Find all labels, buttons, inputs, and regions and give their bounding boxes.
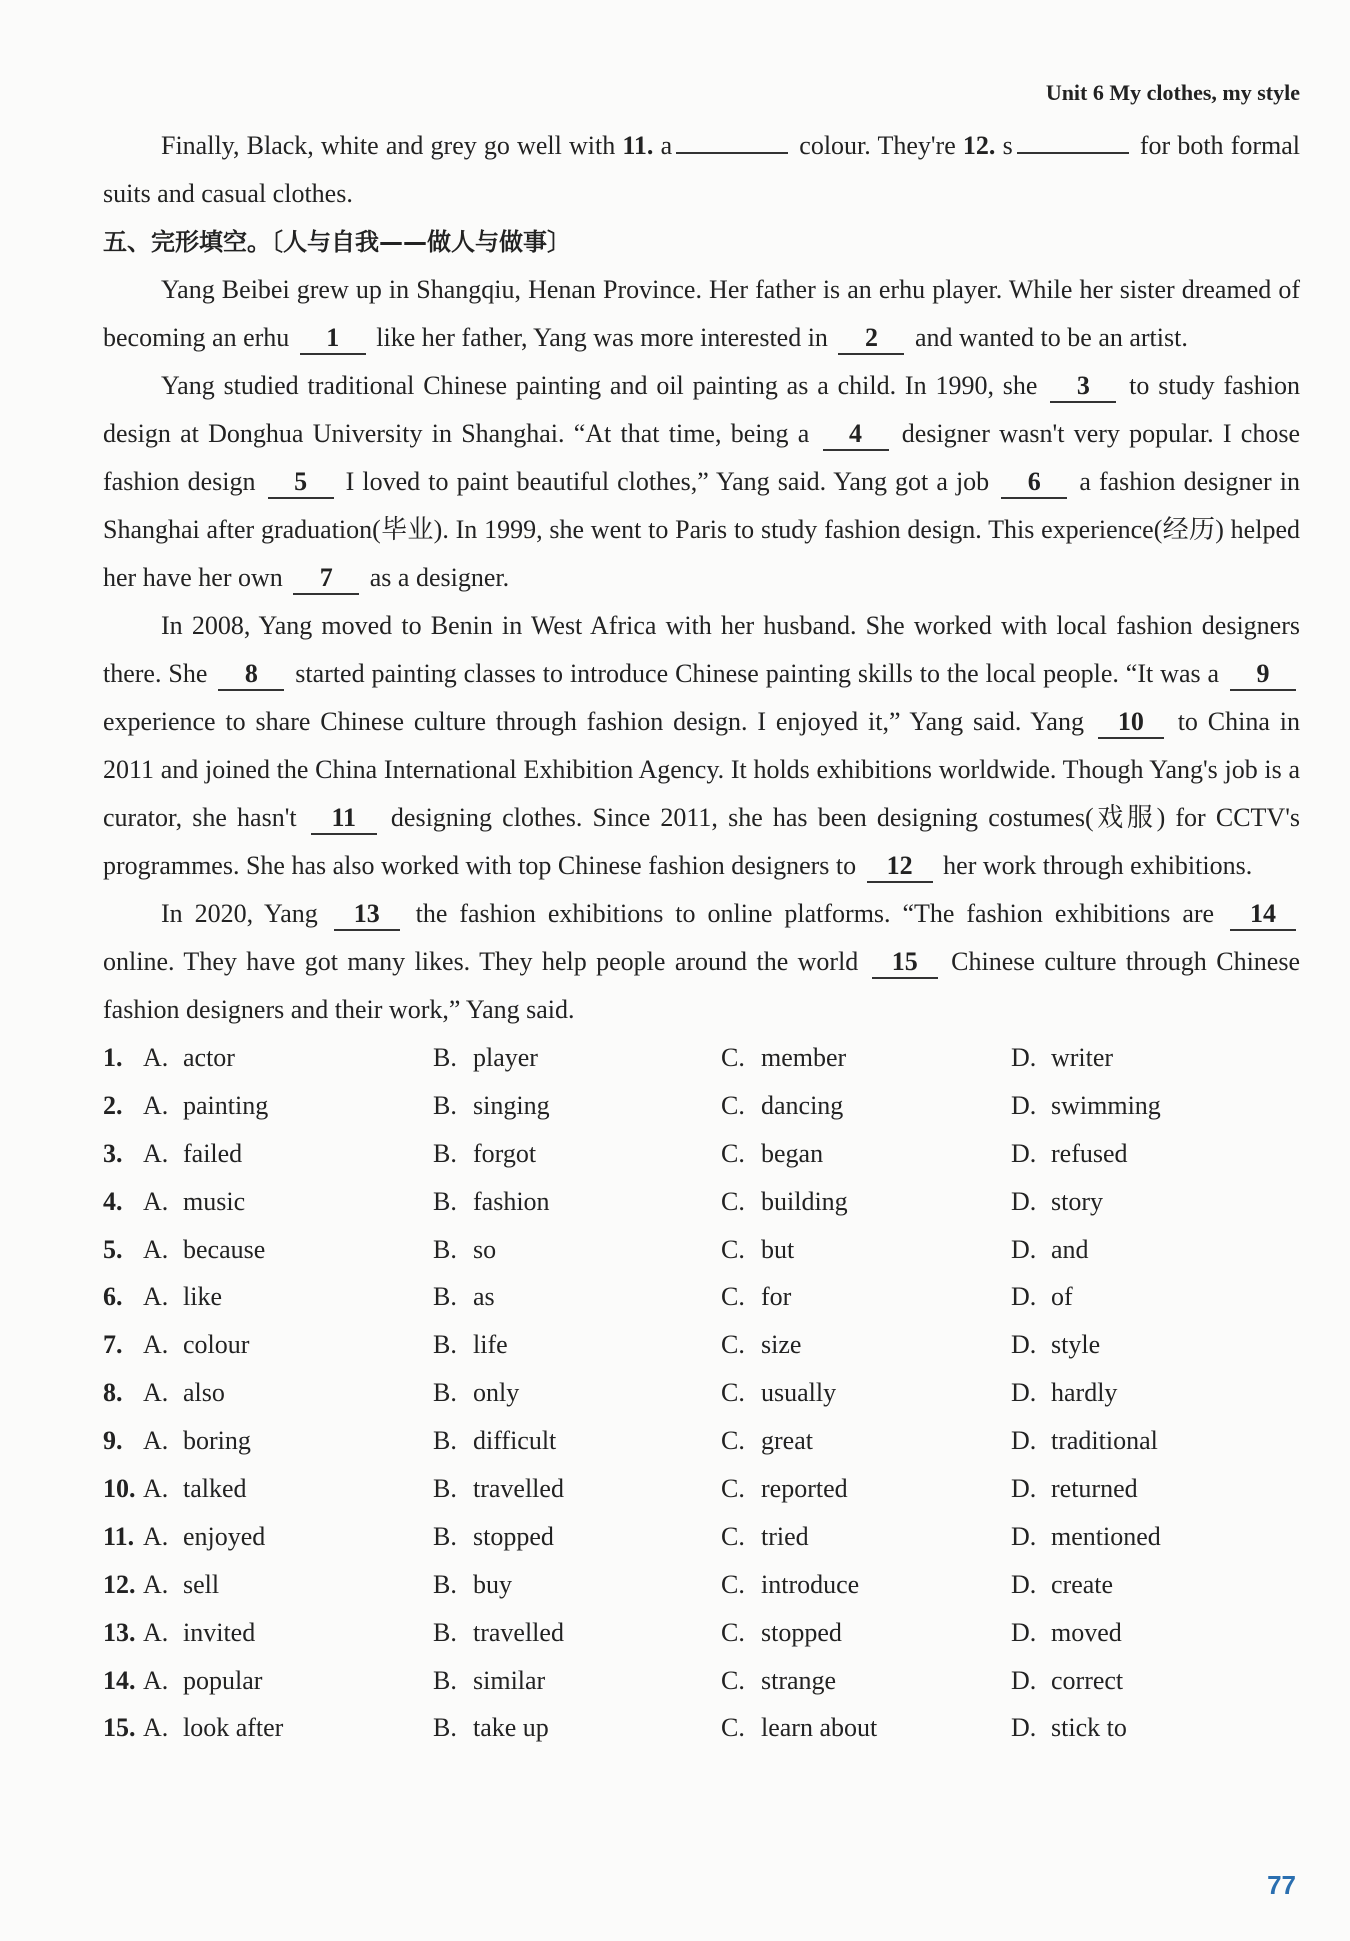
option-letter: A. (143, 1234, 169, 1264)
passage-text: to study fashion design at Donghua University in Shanghai. “At that time, being a (103, 371, 1300, 448)
passage-text: Chinese culture through Chinese fashion designers and their work,” Yang said. (103, 947, 1300, 1024)
option-d[interactable] (1011, 1369, 1300, 1417)
question-row (103, 1513, 1300, 1561)
option-c[interactable] (721, 1321, 1011, 1369)
option-b[interactable] (433, 1657, 721, 1705)
option-text: travelled (473, 1617, 564, 1647)
passage-paragraph-4 (103, 890, 1300, 1034)
option-b[interactable] (433, 1609, 721, 1657)
option-text: returned (1051, 1474, 1138, 1504)
option-letter: A. (143, 1043, 169, 1072)
option-text: player (473, 1043, 538, 1072)
option-letter: D. (1011, 1138, 1037, 1168)
option-a[interactable] (103, 1226, 433, 1274)
option-text: stick to (1051, 1713, 1127, 1743)
option-letter: B. (433, 1330, 457, 1360)
option-letter: D. (1011, 1090, 1037, 1120)
option-b[interactable] (433, 1082, 721, 1130)
option-a[interactable] (103, 1130, 433, 1178)
option-c[interactable] (721, 1704, 1011, 1752)
option-a[interactable] (103, 1513, 433, 1561)
option-text: member (761, 1043, 847, 1072)
option-d[interactable] (1011, 1561, 1300, 1609)
option-letter: B. (433, 1474, 457, 1504)
question-row (103, 1178, 1300, 1226)
option-text: only (473, 1378, 520, 1408)
option-text: painting (183, 1090, 269, 1120)
option-letter: D. (1011, 1234, 1037, 1264)
option-text: life (473, 1330, 508, 1360)
option-letter: C. (721, 1569, 745, 1599)
question-number: 14. (103, 1665, 136, 1695)
option-letter: B. (433, 1282, 457, 1312)
option-letter: C. (721, 1426, 745, 1456)
option-text: dancing (761, 1090, 844, 1120)
option-text: create (1051, 1569, 1114, 1599)
intro-text: a (653, 131, 673, 160)
option-d[interactable] (1011, 1082, 1300, 1130)
option-text: for (761, 1282, 792, 1312)
option-letter: B. (433, 1521, 457, 1551)
option-letter: B. (433, 1426, 457, 1456)
option-b[interactable] (433, 1130, 721, 1178)
option-text: because (183, 1234, 266, 1264)
option-letter: A. (143, 1474, 169, 1504)
option-letter: D. (1011, 1282, 1037, 1312)
option-text: great (761, 1426, 813, 1456)
passage-text: the fashion exhibitions to online platforms. “The fashion exhibitions are (403, 899, 1226, 928)
option-letter: D. (1011, 1665, 1037, 1695)
question-number: 7. (103, 1330, 123, 1360)
page-number: 77 (1267, 1870, 1296, 1900)
passage-text: as a designer. (363, 563, 510, 592)
passage-text: In 2020, Yang (161, 899, 330, 928)
option-letter: B. (433, 1378, 457, 1408)
option-b[interactable] (433, 1465, 721, 1513)
option-text: refused (1051, 1138, 1128, 1168)
option-text: buy (473, 1569, 512, 1599)
passage-text: I loved to paint beautiful clothes,” Yang said. Yang got a job (337, 467, 998, 496)
question-number: 15. (103, 1713, 136, 1743)
option-letter: A. (143, 1186, 169, 1216)
option-letter: A. (143, 1090, 169, 1120)
question-row (103, 1561, 1300, 1609)
option-a[interactable] (103, 1273, 433, 1321)
option-text: talked (183, 1474, 247, 1504)
option-c[interactable] (721, 1130, 1011, 1178)
option-c[interactable] (721, 1034, 1011, 1082)
option-text: introduce (761, 1569, 860, 1599)
content (103, 122, 1300, 1752)
option-text: mentioned (1051, 1521, 1161, 1551)
question-number: 2. (103, 1090, 123, 1120)
blank-number-12: 12. (962, 131, 996, 160)
cloze-blank-6[interactable]: 6 (1001, 467, 1067, 499)
option-letter: D. (1011, 1569, 1037, 1599)
option-text: similar (473, 1665, 546, 1695)
option-a[interactable] (103, 1034, 433, 1082)
question-row (103, 1609, 1300, 1657)
passage-text: Yang Beibei grew up in Shangqiu, Henan Province. Her father is an erhu player. While her sister dreamed of becoming an erhu (103, 275, 1300, 352)
option-letter: D. (1011, 1186, 1037, 1216)
intro-text: Finally, Black, white and grey go well with (161, 131, 623, 160)
option-a[interactable] (103, 1082, 433, 1130)
question-row (103, 1369, 1300, 1417)
passage-text: a fashion designer in Shanghai after graduation(毕业). In 1999, she went to Paris to study fashion design. This experience(经历) helped her have her own (103, 467, 1300, 592)
cloze-blank-12[interactable]: 12 (867, 851, 933, 883)
answer-options (103, 1034, 1300, 1752)
option-letter: C. (721, 1138, 745, 1168)
option-letter: A. (143, 1713, 169, 1743)
option-d[interactable] (1011, 1130, 1300, 1178)
option-a[interactable] (103, 1178, 433, 1226)
passage-text: designing clothes. Since 2011, she has been designing costumes(戏服) for CCTV's programmes. She has also worked with top Chinese fashion designers to (103, 803, 1300, 880)
cloze-blank-11[interactable]: 11 (311, 803, 377, 835)
passage-text: and wanted to be an artist. (908, 323, 1188, 352)
passage-paragraph-3 (103, 602, 1300, 890)
option-b[interactable] (433, 1417, 721, 1465)
intro-paragraph (103, 122, 1300, 218)
option-letter: A. (143, 1330, 169, 1360)
option-text: stopped (473, 1521, 554, 1551)
question-row (103, 1082, 1300, 1130)
option-letter: B. (433, 1569, 457, 1599)
option-c[interactable] (721, 1465, 1011, 1513)
option-d[interactable] (1011, 1226, 1300, 1274)
option-a[interactable] (103, 1657, 433, 1705)
option-b[interactable] (433, 1178, 721, 1226)
option-text: sell (183, 1569, 220, 1599)
cloze-blank-3[interactable]: 3 (1050, 371, 1116, 403)
option-b[interactable] (433, 1369, 721, 1417)
cloze-blank-4[interactable]: 4 (823, 419, 889, 451)
option-a[interactable] (103, 1465, 433, 1513)
option-letter: D. (1011, 1378, 1037, 1408)
question-row (103, 1273, 1300, 1321)
passage-paragraph-1 (103, 266, 1300, 362)
option-d[interactable] (1011, 1417, 1300, 1465)
option-b[interactable] (433, 1226, 721, 1274)
question-number: 11. (103, 1521, 135, 1551)
option-d[interactable] (1011, 1704, 1300, 1752)
option-text: failed (183, 1138, 243, 1168)
option-a[interactable] (103, 1561, 433, 1609)
cloze-blank-14[interactable]: 14 (1230, 899, 1296, 931)
passage-text: started painting classes to introduce Chinese painting skills to the local people. “It was a (288, 659, 1227, 688)
option-b[interactable] (433, 1561, 721, 1609)
option-text: swimming (1051, 1090, 1161, 1120)
option-c[interactable] (721, 1657, 1011, 1705)
option-b[interactable] (433, 1034, 721, 1082)
option-text: usually (761, 1378, 837, 1408)
option-text: size (761, 1330, 802, 1360)
cloze-blank-10[interactable]: 10 (1098, 707, 1164, 739)
option-d[interactable] (1011, 1513, 1300, 1561)
blank-12[interactable] (1017, 152, 1129, 154)
option-b[interactable] (433, 1704, 721, 1752)
question-number: 10. (103, 1474, 136, 1504)
option-letter: D. (1011, 1713, 1037, 1743)
option-d[interactable] (1011, 1609, 1300, 1657)
cloze-blank-9[interactable]: 9 (1230, 659, 1296, 691)
blank-number-11: 11. (622, 131, 654, 160)
option-d[interactable] (1011, 1321, 1300, 1369)
cloze-blank-2[interactable]: 2 (838, 323, 904, 355)
option-text: popular (183, 1665, 263, 1695)
option-text: began (761, 1138, 824, 1168)
option-letter: C. (721, 1713, 745, 1743)
question-number: 9. (103, 1426, 123, 1456)
option-a[interactable] (103, 1321, 433, 1369)
option-d[interactable] (1011, 1465, 1300, 1513)
option-text: boring (183, 1426, 251, 1456)
option-text: of (1051, 1282, 1073, 1312)
option-letter: A. (143, 1138, 169, 1168)
option-letter: D. (1011, 1474, 1037, 1504)
option-letter: C. (721, 1330, 745, 1360)
intro-text: colour. They're (792, 131, 963, 160)
cloze-blank-15[interactable]: 15 (872, 947, 938, 979)
option-b[interactable] (433, 1513, 721, 1561)
option-c[interactable] (721, 1513, 1011, 1561)
question-number: 5. (103, 1234, 123, 1264)
option-c[interactable] (721, 1082, 1011, 1130)
cloze-blank-7[interactable]: 7 (293, 563, 359, 595)
section-title: 五、完形填空。〔人与自我——做人与做事〕 (103, 228, 571, 256)
question-row (103, 1704, 1300, 1752)
option-text: look after (183, 1713, 284, 1743)
option-c[interactable] (721, 1226, 1011, 1274)
option-letter: C. (721, 1234, 745, 1264)
option-text: music (183, 1186, 246, 1216)
option-text: stopped (761, 1617, 842, 1647)
option-text: forgot (473, 1138, 537, 1168)
option-c[interactable] (721, 1609, 1011, 1657)
passage-text: experience to share Chinese culture through fashion design. I enjoyed it,” Yang said. Yang (103, 707, 1094, 736)
option-c[interactable] (721, 1417, 1011, 1465)
option-text: invited (183, 1617, 256, 1647)
option-text: writer (1051, 1043, 1114, 1072)
option-c[interactable] (721, 1561, 1011, 1609)
option-d[interactable] (1011, 1657, 1300, 1705)
option-text: also (183, 1378, 225, 1408)
option-text: traditional (1051, 1426, 1158, 1456)
option-letter: B. (433, 1090, 457, 1120)
passage-text: designer wasn't very popular. I chose fashion design (103, 419, 1300, 496)
question-row (103, 1226, 1300, 1274)
option-text: learn about (761, 1713, 878, 1743)
option-text: building (761, 1186, 848, 1216)
passage-text: her work through exhibitions. (936, 851, 1253, 880)
option-letter: B. (433, 1043, 457, 1072)
option-letter: C. (721, 1474, 745, 1504)
option-d[interactable] (1011, 1034, 1300, 1082)
question-number: 3. (103, 1138, 123, 1168)
option-text: singing (473, 1090, 550, 1120)
question-row (103, 1034, 1300, 1082)
option-letter: A. (143, 1426, 169, 1456)
running-head: Unit 6 My clothes, my style (1045, 80, 1300, 105)
cloze-blank-1[interactable]: 1 (300, 323, 366, 355)
option-text: and (1051, 1234, 1089, 1264)
option-d[interactable] (1011, 1178, 1300, 1226)
option-letter: B. (433, 1713, 457, 1743)
option-letter: A. (143, 1378, 169, 1408)
question-number: 1. (103, 1043, 123, 1072)
question-number: 6. (103, 1282, 123, 1312)
option-letter: C. (721, 1521, 745, 1551)
option-letter: B. (433, 1186, 457, 1216)
intro-text: for both formal suits and casual clothes. (103, 131, 1301, 208)
option-b[interactable] (433, 1273, 721, 1321)
option-letter: D. (1011, 1521, 1037, 1551)
question-row (103, 1417, 1300, 1465)
option-text: reported (761, 1474, 848, 1504)
option-letter: D. (1011, 1426, 1037, 1456)
question-number: 8. (103, 1378, 123, 1408)
option-letter: B. (433, 1617, 457, 1647)
option-a[interactable] (103, 1609, 433, 1657)
option-letter: C. (721, 1090, 745, 1120)
option-text: travelled (473, 1474, 564, 1504)
option-text: take up (473, 1713, 549, 1743)
option-text: difficult (473, 1426, 557, 1456)
option-text: colour (183, 1330, 250, 1360)
question-row (103, 1465, 1300, 1513)
option-text: moved (1051, 1617, 1122, 1647)
option-text: correct (1051, 1665, 1124, 1695)
option-letter: B. (433, 1138, 457, 1168)
option-text: hardly (1051, 1378, 1118, 1408)
question-number: 4. (103, 1186, 123, 1216)
passage-paragraph-2 (103, 362, 1300, 602)
option-letter: C. (721, 1617, 745, 1647)
option-letter: A. (143, 1282, 169, 1312)
passage-text: online. They have got many likes. They help people around the world (103, 947, 868, 976)
option-text: like (183, 1282, 222, 1312)
option-text: enjoyed (183, 1521, 266, 1551)
option-d[interactable] (1011, 1273, 1300, 1321)
question-number: 12. (103, 1569, 136, 1599)
option-text: story (1051, 1186, 1103, 1216)
option-text: but (761, 1234, 795, 1264)
cloze-blank-5[interactable]: 5 (268, 467, 334, 499)
question-number: 13. (103, 1617, 136, 1647)
option-letter: C. (721, 1043, 745, 1072)
option-c[interactable] (721, 1273, 1011, 1321)
option-text: style (1051, 1330, 1101, 1360)
option-letter: D. (1011, 1043, 1037, 1072)
option-letter: A. (143, 1521, 169, 1551)
option-text: as (473, 1282, 495, 1312)
passage-text: to China in 2011 and joined the China International Exhibition Agency. It holds exhibitions worldwide. Though Yang's job is a curator, she hasn't (103, 707, 1300, 832)
passage-text: Yang studied traditional Chinese painting and oil painting as a child. In 1990, she (161, 371, 1047, 400)
option-letter: C. (721, 1282, 745, 1312)
option-text: fashion (473, 1186, 550, 1216)
option-text: so (473, 1234, 497, 1264)
option-letter: B. (433, 1234, 457, 1264)
option-letter: A. (143, 1569, 169, 1599)
option-letter: C. (721, 1378, 745, 1408)
option-c[interactable] (721, 1369, 1011, 1417)
question-row (103, 1130, 1300, 1178)
passage-text: like her father, Yang was more interested in (369, 323, 835, 352)
question-row (103, 1657, 1300, 1705)
option-letter: D. (1011, 1330, 1037, 1360)
option-letter: D. (1011, 1617, 1037, 1647)
passage-text: In 2008, Yang moved to Benin in West Africa with her husband. She worked with local fashion designers there. She (103, 611, 1300, 688)
intro-text: s (995, 131, 1013, 160)
cloze-blank-8[interactable]: 8 (218, 659, 284, 691)
blank-11[interactable] (676, 152, 788, 154)
option-a[interactable] (103, 1369, 433, 1417)
option-a[interactable] (103, 1704, 433, 1752)
cloze-blank-13[interactable]: 13 (334, 899, 400, 931)
option-text: actor (183, 1043, 235, 1072)
option-b[interactable] (433, 1321, 721, 1369)
option-a[interactable] (103, 1417, 433, 1465)
option-letter: C. (721, 1186, 745, 1216)
option-letter: B. (433, 1665, 457, 1695)
option-text: strange (761, 1665, 837, 1695)
option-letter: A. (143, 1617, 169, 1647)
option-letter: A. (143, 1665, 169, 1695)
question-row (103, 1321, 1300, 1369)
option-text: tried (761, 1521, 809, 1551)
option-letter: C. (721, 1665, 745, 1695)
option-c[interactable] (721, 1178, 1011, 1226)
